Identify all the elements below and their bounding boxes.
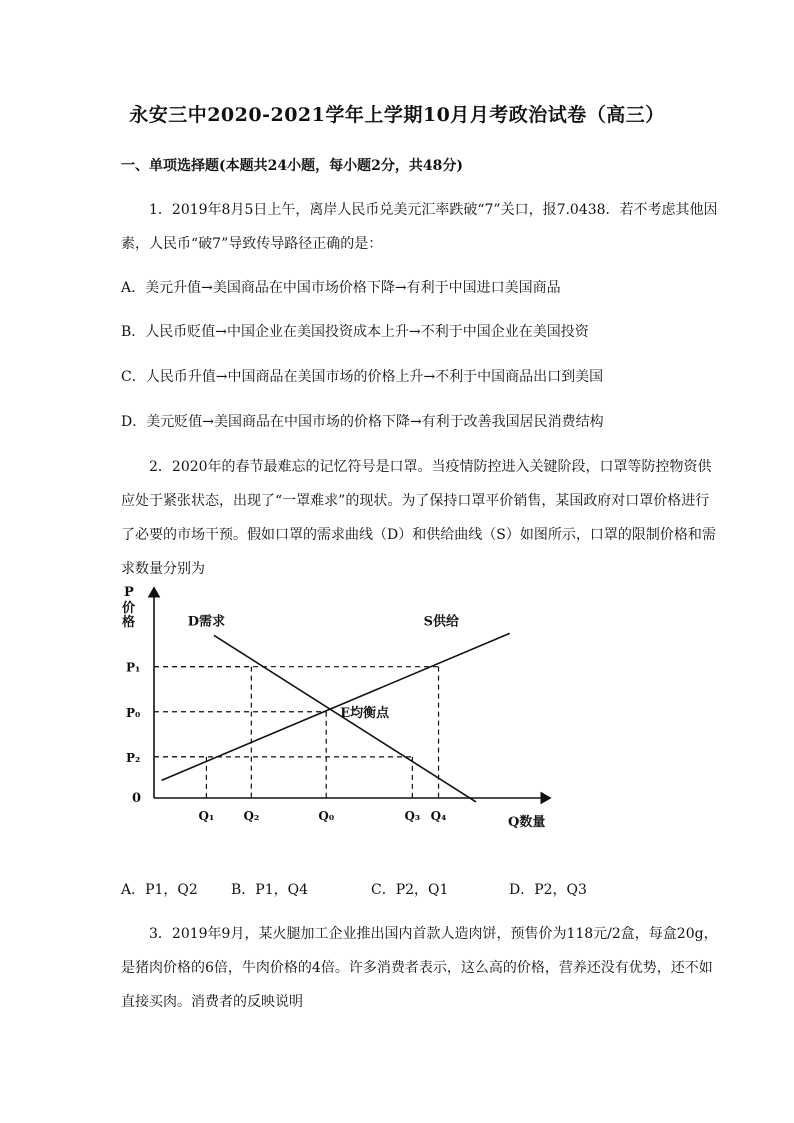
x-tick-label: Q₃ [404, 809, 421, 823]
y-axis-label-line2: 格 [122, 615, 136, 630]
demand-curve-label: D需求 [187, 614, 225, 630]
supply-curve [161, 633, 509, 780]
y-tick-label: P₀ [126, 705, 141, 720]
x-tick-label: Q₄ [430, 809, 447, 823]
question-1-stem: 1．2019年8月5日上午，离岸人民币兑美元汇率跌破“7”关口，报7.0438．若不考虑其他因素，人民币“破7”导致传导路径正确的是： [121, 202, 718, 252]
x-tick-label: Q₀ [318, 809, 335, 823]
supply-demand-chart [110, 580, 570, 840]
question-2-option-b[interactable]: B．P1，Q4 [231, 882, 308, 898]
section-heading: 一、单项选择题(本题共24小题，每小题2分，共48分) [121, 158, 463, 174]
x-tick-label: Q₂ [243, 809, 260, 823]
y-tick-label: P₂ [126, 750, 141, 765]
question-1-option-b[interactable]: B．人民币贬值→中国企业在美国投资成本上升→不利于中国企业在美国投资 [121, 324, 589, 340]
question-1-option-a[interactable]: A．美元升值→美国商品在中国市场价格下降→有利于中国进口美国商品 [121, 280, 561, 296]
supply-curve-label: S供给 [423, 614, 459, 630]
question-2-stem: 2．2020年的春节最难忘的记忆符号是口罩。当疫情防控进入关键阶段，口罩等防控物资供应处于紧张状态，出现了“一罩难求”的现状。为了保持口罩平价销售，某国政府对口罩价格进行了必要的市场干预。假如口罩的需求曲线（D）和供给曲线（S）如图所示，口罩的限制价格和需求数量分别为 [121, 459, 716, 577]
equilibrium-label: E均衡点 [340, 705, 390, 721]
question-2-option-d[interactable]: D．P2，Q3 [509, 882, 587, 898]
question-1-option-c[interactable]: C．人民币升值→中国商品在美国市场的价格上升→不利于中国商品出口到美国 [121, 369, 604, 385]
question-3-stem: 3．2019年9月，某火腿加工企业推出国内首款人造肉饼，预售价为118元/2盒，每盒20g，是猪肉价格的6倍，牛肉价格的4倍。许多消费者表示，这么高的价格，营养还没有优势，还不如直接买肉。消费者的反映说明 [121, 926, 718, 1010]
x-tick-label: Q₁ [198, 809, 215, 823]
question-2-option-c[interactable]: C．P2，Q1 [371, 882, 449, 898]
y-axis-label-symbol: P [124, 585, 134, 600]
question-2-options [121, 879, 721, 899]
page-title: 永安三中2020-2021学年上学期10月月考政治试卷（高三） [129, 104, 665, 126]
question-2-option-a[interactable]: A．P1，Q2 [121, 882, 198, 898]
question-1-option-d[interactable]: D．美元贬值→美国商品在中国市场的价格下降→有利于改善我国居民消费结构 [121, 414, 604, 430]
y-axis-label-line1: 价 [122, 601, 136, 616]
origin-label: 0 [132, 791, 142, 806]
x-axis-label: Q数量 [508, 815, 546, 830]
y-tick-label: P₁ [126, 660, 141, 675]
